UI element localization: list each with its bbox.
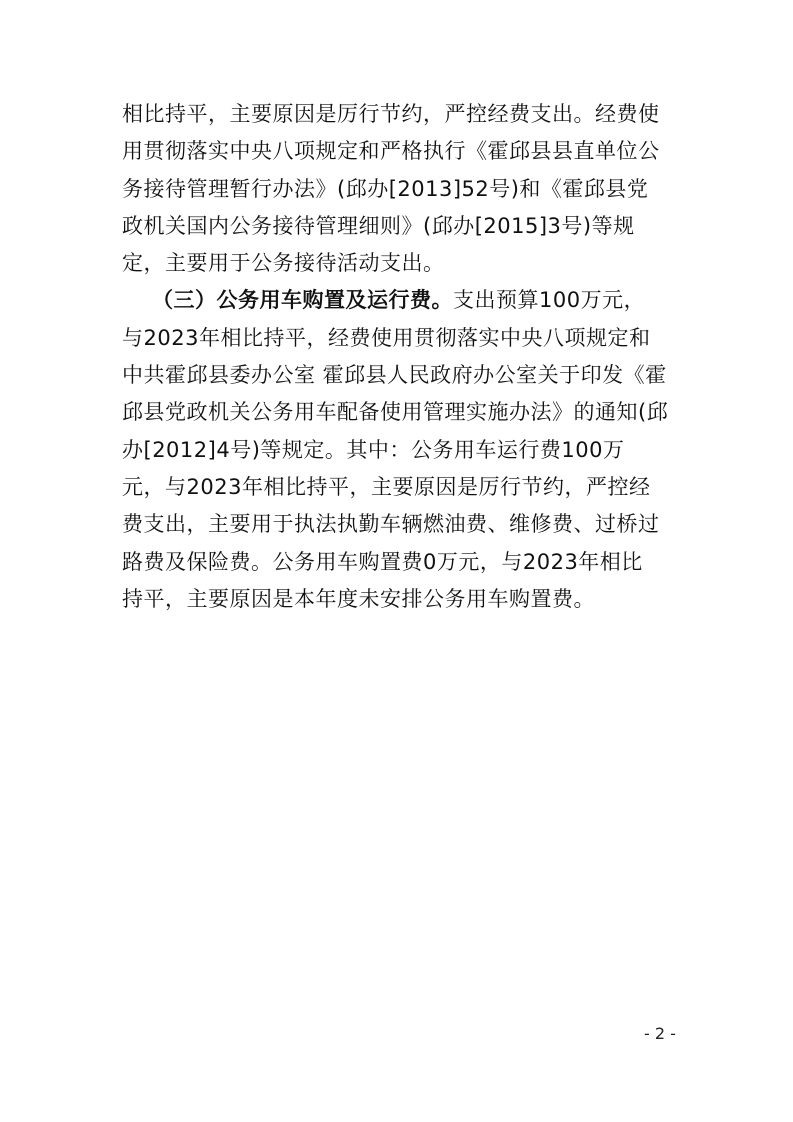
paragraph-line: 政机关国内公务接待管理细则》(邱办[2015]3号)等规 [122,213,635,238]
paragraph-line: 邱县党政机关公务用车配备使用管理实施办法》的通知(邱 [122,400,669,425]
document-body [122,96,682,618]
paragraph-line: 相比持平，主要原因是厉行节约，严控经费支出。经费使 [122,102,660,126]
paragraph-line: 务接待管理暂行办法》(邱办[2013]52号)和《霍邱县党 [122,176,649,201]
paragraph-line: 路费及保险费。公务用车购置费0万元，与2023年相比 [122,549,643,574]
section-heading: （三）公务用车购置及运行费。 [152,288,453,313]
section-heading-rest: 支出预算100万元， [453,288,646,313]
paragraph-line: 费支出，主要用于执法执勤车辆燃油费、维修费、过桥过 [122,512,660,537]
paragraph-line: 元，与2023年相比持平，主要原因是厉行节约，严控经 [122,474,651,499]
paragraph-line: 用贯彻落实中央八项规定和严格执行《霍邱县县直单位公 [122,139,660,164]
section-heading-line [122,282,682,319]
paragraph-line: 定，主要用于公务接待活动支出。 [122,251,445,276]
paragraph-line: 中共霍邱县委办公室 霍邱县人民政府办公室关于印发《霍 [122,363,667,388]
paragraph-line: 办[2012]4号)等规定。其中：公务用车运行费100万 [122,437,625,462]
paragraph-line: 与2023年相比持平，经费使用贯彻落实中央八项规定和 [122,325,651,350]
page-number: - 2 - [644,1024,676,1043]
paragraph-line: 持平，主要原因是本年度未安排公务用车购置费。 [122,586,595,611]
